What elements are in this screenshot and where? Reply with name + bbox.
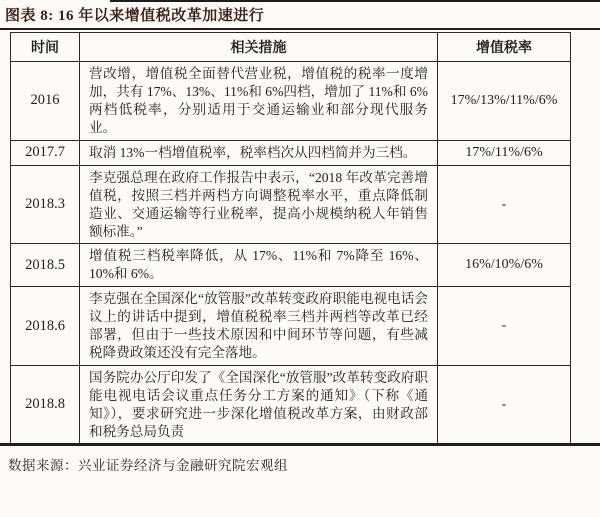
table-row	[11, 165, 571, 244]
time-cell: 2018.6	[11, 287, 80, 366]
rate-cell: -	[438, 287, 571, 366]
table-row	[11, 287, 571, 366]
top-divider	[110, 0, 600, 2]
time-cell: 2018.8	[11, 366, 80, 445]
column-header-measure: 相关措施	[80, 33, 438, 62]
time-cell: 2016	[11, 62, 80, 141]
rate-cell: -	[438, 165, 571, 244]
vat-reform-table	[10, 32, 571, 445]
rate-cell: -	[438, 366, 571, 445]
figure-title: 图表 8: 16 年以来增值税改革加速进行	[5, 8, 265, 24]
table-header-row	[11, 33, 571, 62]
rate-cell: 16%/10%/6%	[438, 244, 571, 287]
column-header-time: 时间	[11, 33, 80, 62]
rate-cell: 17%/13%/11%/6%	[438, 62, 571, 141]
table-row	[11, 366, 571, 445]
title-underline	[0, 28, 600, 30]
measure-cell: 增值税三档税率降低，从 17%、11%和 7%降至 16%、10%和 6%。	[80, 244, 438, 287]
measure-cell: 营改增，增值税全面替代营业税，增值税的税率一度增加，共有 17%、13%、11%和 6%四档，增加了 11%和 6%两档低税率，分别适用于交通运输业和部分现代服务业。	[80, 62, 438, 141]
table-row	[11, 140, 571, 165]
table-row	[11, 62, 571, 141]
table-row	[11, 244, 571, 287]
data-source: 数据来源：兴业证券经济与金融研究院宏观组	[8, 457, 288, 473]
bottom-divider	[0, 443, 600, 446]
measure-cell: 李克强在全国深化“放管服”改革转变政府职能电视电话会议上的讲话中提到，增值税税率三档并两档等改革已经部署，但由于一些技术原因和中间环节等问题，有些减税降费政策还没有完全落地。	[80, 287, 438, 366]
measure-cell: 李克强总理在政府工作报告中表示，“2018 年改革完善增值税，按照三档并两档方向调整税率水平，重点降低制造业、交通运输等行业税率，提高小规模纳税人年销售额标准。”	[80, 165, 438, 244]
time-cell: 2018.5	[11, 244, 80, 287]
measure-cell: 国务院办公厅印发了《全国深化“放管服”改革转变政府职能电视电话会议重点任务分工方案的通知》（下称《通知》），要求研究进一步深化增值税改革方案，由财政部和税务总局负责	[80, 366, 438, 445]
measure-cell: 取消 13%一档增值税率，税率档次从四档简并为三档。	[80, 140, 438, 165]
column-header-rate: 增值税率	[438, 33, 571, 62]
rate-cell: 17%/11%/6%	[438, 140, 571, 165]
time-cell: 2017.7	[11, 140, 80, 165]
time-cell: 2018.3	[11, 165, 80, 244]
